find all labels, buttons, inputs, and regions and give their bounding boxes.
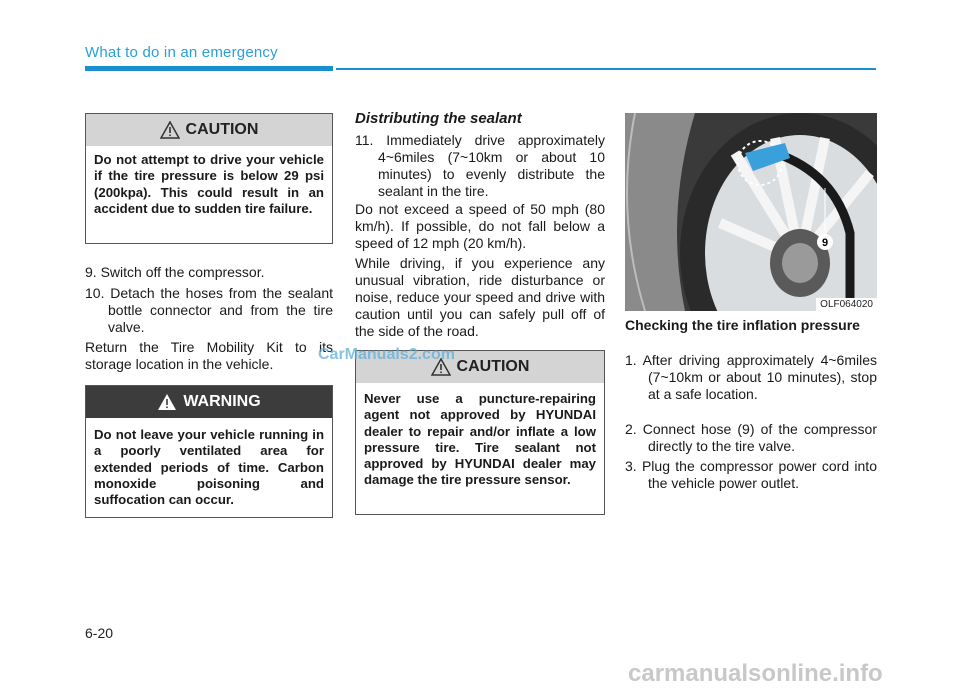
driving-paragraph: While driving, if you experience any unusual vibration, ride disturbance or noise, reduce your speed and drive with caution until you can safely pull off of the side of the road. xyxy=(355,255,605,339)
callout-number: 9 xyxy=(821,237,829,249)
step-10: 10. Detach the hoses from the sealant bottle connector and from the tire valve. xyxy=(85,285,333,335)
warning-box xyxy=(85,385,333,518)
warning-title: WARNING xyxy=(183,393,261,410)
check-step-2: 2. Connect hose (9) of the compressor directly to the tire valve. xyxy=(625,421,877,454)
header-rule-thick xyxy=(85,66,333,71)
warning-header xyxy=(86,386,332,418)
caution-header xyxy=(86,114,332,146)
header-rule-thin xyxy=(336,68,876,70)
tire-illustration xyxy=(625,113,877,311)
section-title: What to do in an emergency xyxy=(85,44,278,61)
caution-title: CAUTION xyxy=(456,358,530,375)
caution-body: Never use a puncture-repairing agent not approved by HYUNDAI dealer to repair and/or inflate a low pressure tire. Tire sealant not approved by HYUNDAI dealer may damage the tire pressure sensor. xyxy=(364,391,596,488)
warning-body: Do not leave your vehicle running in a poorly ventilated area for extended periods of time. Carbon monoxide poisoning and suffocation can occur. xyxy=(94,427,324,508)
warning-triangle-icon xyxy=(160,121,180,139)
step-11: 11. Immediately drive approximately 4~6miles (7~10km or about 10 minutes) to evenly distribute the sealant in the tire. xyxy=(355,132,605,199)
check-step-3: 3. Plug the compressor power cord into the vehicle power outlet. xyxy=(625,458,877,491)
page-number: 6-20 xyxy=(85,625,114,641)
caution-box-tire-pressure xyxy=(85,113,333,244)
image-code-label: OLF064020 xyxy=(816,298,877,311)
check-step-1: 1. After driving approximately 4~6miles (7~10km or about 10 minutes), stop at a safe location. xyxy=(625,352,877,402)
distributing-heading: Distributing the sealant xyxy=(355,110,522,127)
watermark: CarManuals2.com xyxy=(318,346,455,363)
footer-watermark[interactable]: carmanualsonline.info xyxy=(628,660,883,687)
return-kit-text: Return the Tire Mobility Kit to its storage location in the vehicle. xyxy=(85,339,333,372)
caution-body: Do not attempt to drive your vehicle if the tire pressure is below 29 psi (200kpa). This could result in an accident due to sudden tire failure. xyxy=(94,152,324,216)
caution-title: CAUTION xyxy=(185,121,259,138)
speed-paragraph: Do not exceed a speed of 50 mph (80 km/h). If possible, do not fall below a speed of 12 mph (20 km/h). xyxy=(355,201,605,251)
warning-triangle-icon xyxy=(157,393,177,411)
checking-pressure-heading: Checking the tire inflation pressure xyxy=(625,317,860,333)
caution-box-sealant xyxy=(355,350,605,515)
step-9: 9. Switch off the compressor. xyxy=(85,264,265,280)
tire-compressor-photo xyxy=(625,113,877,311)
